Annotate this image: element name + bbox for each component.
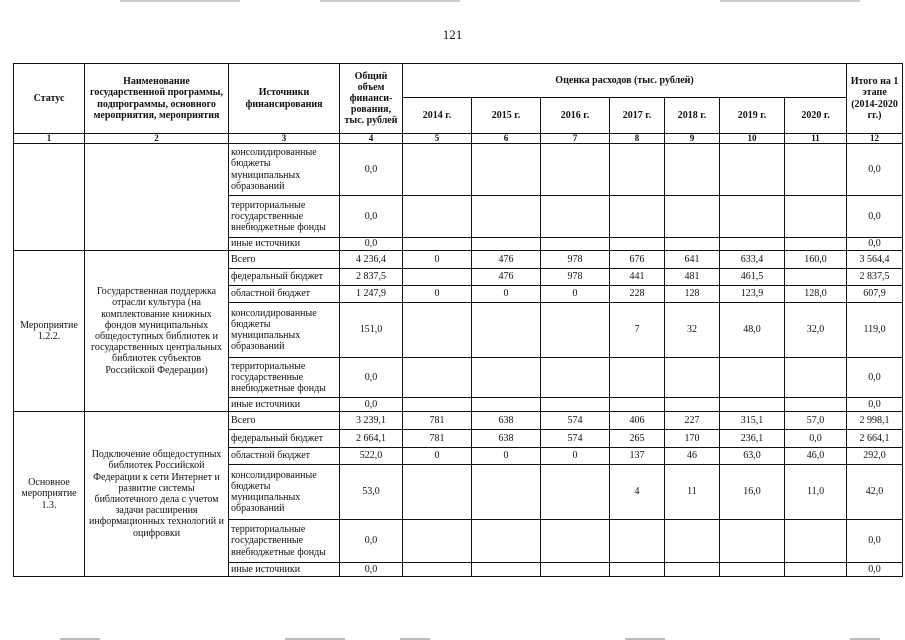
source-cell: иные источники bbox=[229, 563, 340, 577]
year-header: 2019 г. bbox=[720, 98, 785, 134]
year-cell: 32,0 bbox=[785, 303, 847, 358]
year-cell: 57,0 bbox=[785, 412, 847, 430]
year-cell: 46,0 bbox=[785, 448, 847, 465]
year-cell bbox=[720, 520, 785, 563]
source-cell: территориальные государственные внебюджетные фонды bbox=[229, 520, 340, 563]
table-row bbox=[14, 251, 903, 269]
year-header: 2017 г. bbox=[610, 98, 665, 134]
year-cell bbox=[541, 520, 610, 563]
name-cell-empty bbox=[85, 144, 229, 251]
measure-name-cell: Государственная поддержка отрасли культура (на комплектование книжных фондов муниципальных общедоступных библиотек и государственных центральных библиотек субъектов Российской Федерации) bbox=[85, 251, 229, 412]
source-cell: территориальные государственные внебюджетные фонды bbox=[229, 358, 340, 398]
year-cell bbox=[720, 358, 785, 398]
source-cell: федеральный бюджет bbox=[229, 269, 340, 286]
year-cell bbox=[403, 269, 472, 286]
year-cell bbox=[785, 144, 847, 196]
year-cell: 128,0 bbox=[785, 286, 847, 303]
year-cell bbox=[403, 196, 472, 238]
year-cell: 0 bbox=[541, 448, 610, 465]
year-cell bbox=[403, 398, 472, 412]
year-cell: 4 bbox=[610, 465, 665, 520]
stage-total-cell: 607,9 bbox=[847, 286, 903, 303]
year-cell: 7 bbox=[610, 303, 665, 358]
source-cell: иные источники bbox=[229, 238, 340, 251]
year-cell bbox=[665, 144, 720, 196]
header-sources: Источники финансирования bbox=[229, 64, 340, 134]
year-cell: 0 bbox=[541, 286, 610, 303]
year-cell: 476 bbox=[472, 251, 541, 269]
year-cell bbox=[541, 398, 610, 412]
total-cell: 1 247,9 bbox=[340, 286, 403, 303]
year-cell bbox=[541, 196, 610, 238]
year-cell bbox=[472, 196, 541, 238]
year-cell: 46 bbox=[665, 448, 720, 465]
column-index: 1 bbox=[14, 134, 85, 144]
year-cell bbox=[610, 520, 665, 563]
total-cell: 0,0 bbox=[340, 563, 403, 577]
year-cell bbox=[472, 303, 541, 358]
year-cell bbox=[785, 196, 847, 238]
column-index: 2 bbox=[85, 134, 229, 144]
total-cell: 4 236,4 bbox=[340, 251, 403, 269]
year-cell bbox=[720, 196, 785, 238]
column-index: 7 bbox=[541, 134, 610, 144]
year-cell: 228 bbox=[610, 286, 665, 303]
total-cell: 0,0 bbox=[340, 358, 403, 398]
stage-total-cell: 2 998,1 bbox=[847, 412, 903, 430]
stage-total-cell: 0,0 bbox=[847, 196, 903, 238]
source-cell: федеральный бюджет bbox=[229, 430, 340, 448]
year-cell: 0 bbox=[403, 251, 472, 269]
source-cell: Всего bbox=[229, 251, 340, 269]
total-cell: 2 664,1 bbox=[340, 430, 403, 448]
year-cell bbox=[665, 358, 720, 398]
total-cell: 53,0 bbox=[340, 465, 403, 520]
year-cell: 236,1 bbox=[720, 430, 785, 448]
year-cell: 461,5 bbox=[720, 269, 785, 286]
year-cell bbox=[472, 563, 541, 577]
year-cell bbox=[610, 238, 665, 251]
source-cell: консолидированные бюджеты муниципальных образований bbox=[229, 144, 340, 196]
year-cell bbox=[403, 520, 472, 563]
year-cell bbox=[720, 238, 785, 251]
column-index: 6 bbox=[472, 134, 541, 144]
stage-total-cell: 0,0 bbox=[847, 563, 903, 577]
year-cell bbox=[785, 269, 847, 286]
year-cell bbox=[403, 358, 472, 398]
year-cell bbox=[720, 563, 785, 577]
header-status: Статус bbox=[14, 64, 85, 134]
year-cell bbox=[472, 398, 541, 412]
year-cell bbox=[610, 563, 665, 577]
year-cell: 641 bbox=[665, 251, 720, 269]
table-row bbox=[14, 144, 903, 196]
year-cell: 63,0 bbox=[720, 448, 785, 465]
source-cell: консолидированные бюджеты муниципальных образований bbox=[229, 303, 340, 358]
year-cell bbox=[610, 358, 665, 398]
header-estimate: Оценка расходов (тыс. рублей) bbox=[403, 64, 847, 98]
year-cell: 481 bbox=[665, 269, 720, 286]
year-cell: 16,0 bbox=[720, 465, 785, 520]
column-index: 3 bbox=[229, 134, 340, 144]
source-cell: консолидированные бюджеты муниципальных образований bbox=[229, 465, 340, 520]
year-cell: 0 bbox=[403, 286, 472, 303]
year-cell bbox=[785, 238, 847, 251]
scan-edge-top-right bbox=[720, 0, 860, 2]
year-cell bbox=[785, 520, 847, 563]
year-cell bbox=[403, 563, 472, 577]
year-cell: 781 bbox=[403, 412, 472, 430]
column-index-row bbox=[14, 134, 903, 144]
year-cell bbox=[610, 196, 665, 238]
year-cell bbox=[665, 238, 720, 251]
year-cell bbox=[403, 303, 472, 358]
total-cell: 522,0 bbox=[340, 448, 403, 465]
measure-name-cell: Подключение общедоступных библиотек Российской Федерации к сети Интернет и развитие системы библиотечного дела с учетом задачи расширения информационных технологий и оцифровки bbox=[85, 412, 229, 577]
year-cell: 170 bbox=[665, 430, 720, 448]
year-cell bbox=[785, 358, 847, 398]
year-cell: 227 bbox=[665, 412, 720, 430]
stage-total-cell: 2 837,5 bbox=[847, 269, 903, 286]
column-index: 9 bbox=[665, 134, 720, 144]
source-cell: областной бюджет bbox=[229, 286, 340, 303]
year-cell bbox=[720, 144, 785, 196]
source-cell: территориальные государственные внебюджетные фонды bbox=[229, 196, 340, 238]
year-header: 2018 г. bbox=[665, 98, 720, 134]
year-cell: 48,0 bbox=[720, 303, 785, 358]
stage-total-cell: 0,0 bbox=[847, 520, 903, 563]
source-cell: областной бюджет bbox=[229, 448, 340, 465]
total-cell: 0,0 bbox=[340, 520, 403, 563]
year-cell bbox=[403, 465, 472, 520]
total-cell: 0,0 bbox=[340, 238, 403, 251]
year-cell bbox=[665, 563, 720, 577]
stage-total-cell: 2 664,1 bbox=[847, 430, 903, 448]
stage-total-cell: 292,0 bbox=[847, 448, 903, 465]
source-cell: Всего bbox=[229, 412, 340, 430]
year-cell bbox=[541, 465, 610, 520]
year-cell: 128 bbox=[665, 286, 720, 303]
year-cell bbox=[541, 238, 610, 251]
year-cell: 315,1 bbox=[720, 412, 785, 430]
year-cell: 978 bbox=[541, 269, 610, 286]
column-index: 5 bbox=[403, 134, 472, 144]
year-cell bbox=[665, 196, 720, 238]
stage-total-cell: 0,0 bbox=[847, 358, 903, 398]
stage-total-cell: 42,0 bbox=[847, 465, 903, 520]
year-cell bbox=[472, 520, 541, 563]
year-cell: 0 bbox=[472, 448, 541, 465]
year-header: 2015 г. bbox=[472, 98, 541, 134]
column-index: 12 bbox=[847, 134, 903, 144]
total-cell: 151,0 bbox=[340, 303, 403, 358]
year-cell bbox=[541, 358, 610, 398]
year-cell bbox=[720, 398, 785, 412]
year-cell: 11,0 bbox=[785, 465, 847, 520]
year-cell: 633,4 bbox=[720, 251, 785, 269]
year-header: 2016 г. bbox=[541, 98, 610, 134]
header-name: Наименование государственной программы, подпрограммы, основного мероприятия, мероприятия bbox=[85, 64, 229, 134]
year-cell: 265 bbox=[610, 430, 665, 448]
year-cell: 441 bbox=[610, 269, 665, 286]
year-cell: 160,0 bbox=[785, 251, 847, 269]
stage-total-cell: 0,0 bbox=[847, 398, 903, 412]
year-cell bbox=[403, 144, 472, 196]
status-cell-empty bbox=[14, 144, 85, 251]
year-cell: 781 bbox=[403, 430, 472, 448]
source-cell: иные источники bbox=[229, 398, 340, 412]
year-cell bbox=[665, 520, 720, 563]
year-cell: 0 bbox=[403, 448, 472, 465]
total-cell: 0,0 bbox=[340, 196, 403, 238]
total-cell: 0,0 bbox=[340, 144, 403, 196]
year-cell: 676 bbox=[610, 251, 665, 269]
scan-edge-top-left bbox=[120, 0, 240, 2]
total-cell: 3 239,1 bbox=[340, 412, 403, 430]
stage-total-cell: 0,0 bbox=[847, 144, 903, 196]
stage-total-cell: 0,0 bbox=[847, 238, 903, 251]
year-cell bbox=[541, 563, 610, 577]
column-index: 8 bbox=[610, 134, 665, 144]
year-cell: 406 bbox=[610, 412, 665, 430]
page-number: 121 bbox=[442, 27, 463, 42]
year-header: 2014 г. bbox=[403, 98, 472, 134]
year-cell bbox=[472, 144, 541, 196]
year-cell bbox=[472, 465, 541, 520]
year-cell bbox=[472, 238, 541, 251]
year-cell bbox=[541, 303, 610, 358]
status-cell: Основное мероприятие 1.3. bbox=[14, 412, 85, 577]
year-cell: 32 bbox=[665, 303, 720, 358]
year-cell: 978 bbox=[541, 251, 610, 269]
total-cell: 0,0 bbox=[340, 398, 403, 412]
column-index: 11 bbox=[785, 134, 847, 144]
header-total-volume: Общий объем финанси-рования, тыс. рублей bbox=[340, 64, 403, 134]
year-cell: 11 bbox=[665, 465, 720, 520]
table-row bbox=[14, 412, 903, 430]
year-cell: 0 bbox=[472, 286, 541, 303]
total-cell: 2 837,5 bbox=[340, 269, 403, 286]
year-cell: 638 bbox=[472, 412, 541, 430]
year-cell: 0,0 bbox=[785, 430, 847, 448]
scan-edge-top-mid bbox=[320, 0, 460, 2]
year-cell: 638 bbox=[472, 430, 541, 448]
stage-total-cell: 119,0 bbox=[847, 303, 903, 358]
year-cell bbox=[610, 144, 665, 196]
year-cell bbox=[541, 144, 610, 196]
year-cell: 574 bbox=[541, 412, 610, 430]
year-cell: 123,9 bbox=[720, 286, 785, 303]
status-cell: Мероприятие 1.2.2. bbox=[14, 251, 85, 412]
year-cell: 476 bbox=[472, 269, 541, 286]
column-index: 10 bbox=[720, 134, 785, 144]
year-cell bbox=[472, 358, 541, 398]
stage-total-cell: 3 564,4 bbox=[847, 251, 903, 269]
year-cell: 137 bbox=[610, 448, 665, 465]
column-index: 4 bbox=[340, 134, 403, 144]
year-header: 2020 г. bbox=[785, 98, 847, 134]
year-cell: 574 bbox=[541, 430, 610, 448]
header-stage-total: Итого на 1 этапе (2014-2020 гг.) bbox=[847, 64, 903, 134]
year-cell bbox=[610, 398, 665, 412]
year-cell bbox=[403, 238, 472, 251]
expenditure-table bbox=[13, 63, 903, 577]
year-cell bbox=[785, 563, 847, 577]
year-cell bbox=[785, 398, 847, 412]
year-cell bbox=[665, 398, 720, 412]
